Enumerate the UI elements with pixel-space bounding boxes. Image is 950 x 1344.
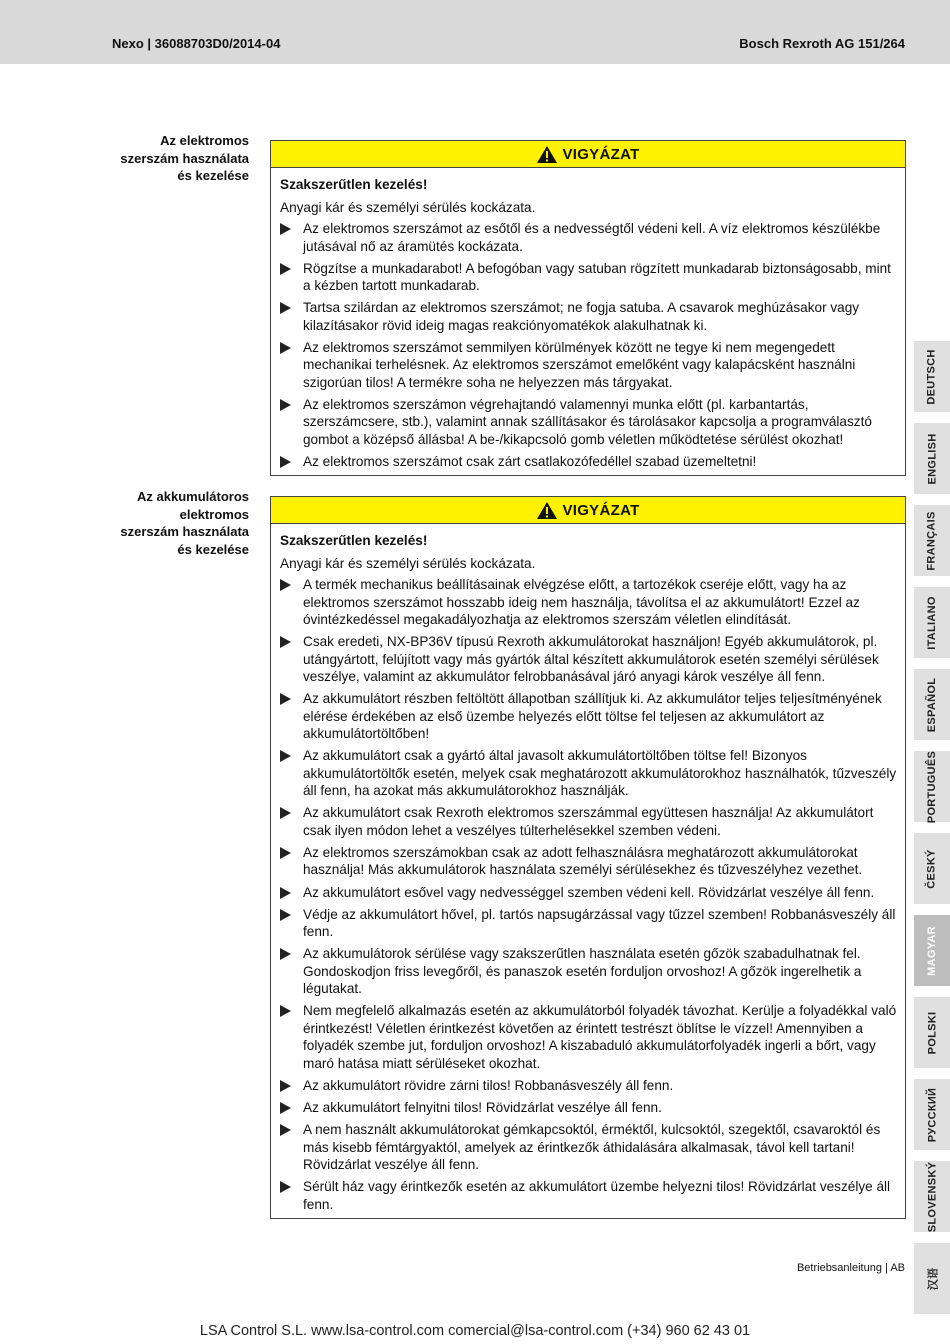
caution-list bbox=[280, 220, 899, 470]
tab-label: PORTUGUÊS bbox=[926, 750, 938, 823]
list-item: Tartsa szilárdan az elektromos szerszámot; ne fogja satuba. A csavarok meghúzásakor vagy kilazításakor rövid ideig magas reakciónyomatékok alakulhatnak ki. bbox=[280, 299, 899, 334]
tab-label: SLOVENSKÝ bbox=[926, 1161, 938, 1232]
bullet-arrow-icon bbox=[280, 1181, 291, 1193]
tab-english[interactable] bbox=[914, 422, 950, 494]
caution-header bbox=[271, 497, 905, 524]
document-reference: Betriebsanleitung | AB bbox=[796, 1262, 905, 1274]
caution-title: Szakszerűtlen kezelés! bbox=[280, 177, 428, 192]
tab-label: ITALIANO bbox=[926, 595, 938, 650]
bullet-arrow-icon bbox=[280, 1102, 291, 1114]
tab-cesky[interactable] bbox=[914, 832, 950, 904]
tab-slovensky[interactable] bbox=[914, 1160, 950, 1232]
list-item: Az akkumulátort csak Rexroth elektromos szerszámmal együttesen használja! Az akkumulátort csak ilyen módon lehet a veszélyes túlterhelésekkel szemben védeni. bbox=[280, 804, 899, 839]
bullet-arrow-icon bbox=[280, 223, 291, 235]
publisher-page-number: Bosch Rexroth AG 151/264 bbox=[739, 36, 905, 51]
bullet-arrow-icon bbox=[280, 909, 291, 921]
list-item: Sérült ház vagy érintkezők esetén az akkumulátort üzembe helyezni tilos! Rövidzárlat veszélye áll fenn. bbox=[280, 1178, 899, 1213]
caution-list bbox=[280, 576, 899, 1213]
tab-chinese[interactable] bbox=[914, 1242, 950, 1314]
contact-footer: LSA Control S.L. www.lsa-control.com comercial@lsa-control.com (+34) 960 62 43 01 bbox=[199, 1323, 751, 1339]
tab-label: РУССКИЙ bbox=[926, 1087, 938, 1142]
list-item: A termék mechanikus beállításainak elvégzése előtt, a tartozékok cseréje előtt, vagy ha az elektromos szerszámot hosszabb ideig nem használja, távolítsa el az akkumulátort! Ezzel az óvintézkedéssel megakadályozhatja az elektromos szerszám véletlen elindítását. bbox=[280, 576, 899, 629]
section-label-power-tool: Az elektromos szerszám használata és kezelése bbox=[120, 133, 249, 183]
list-item: Nem megfelelő alkalmazás esetén az akkumulátorból folyadék távozhat. Kerülje a folyadékkal való érintkezést! Véletlen érintkezést követően az érintett testrészt öblítse le vízzel! Amennyiben a folyadék szembe jut, forduljon orvoshoz! A kiszabaduló akkumulátorfolyadék ingerli a bőrt, vagy maró hatása miatt sérüléseket okozhat. bbox=[280, 1002, 899, 1072]
tab-label: ENGLISH bbox=[926, 433, 938, 484]
list-item: Csak eredeti, NX-BP36V típusú Rexroth akkumulátorokat használjon! Egyéb akkumulátorok, pl. utángyártott, felújított vagy más gyártók által készített akkumulátorok esetén személyi sérülések veszélye, valamint az akkumulátor felrobbanásával járó anyagi károk veszélye áll fenn. bbox=[280, 633, 899, 686]
list-item: Az elektromos szerszámot az esőtől és a nedvességtől védeni kell. A víz elektromos készülékbe jutásával nő az áramütés kockázata. bbox=[280, 220, 899, 255]
tab-label: FRANÇAIS bbox=[926, 510, 939, 571]
caution-box-power-tool bbox=[270, 140, 906, 476]
section-label-battery-tool: Az akkumulátoros elektromos szerszám használata és kezelése bbox=[120, 489, 249, 557]
caution-subtitle: Anyagi kár és személyi sérülés kockázata. bbox=[280, 555, 536, 571]
bullet-arrow-icon bbox=[280, 1005, 291, 1017]
list-item: Rögzítse a munkadarabot! A befogóban vagy satuban rögzített munkadarab biztonságosabb, mint a kézben tartott munkadarab. bbox=[280, 260, 899, 295]
list-item: Az akkumulátorok sérülése vagy szakszerűtlen használata esetén gőzök szabadulhatnak fel. Gondoskodjon friss levegőről, és panaszok esetén forduljon orvoshoz! A gőzök ingerelhetik a légutakat. bbox=[280, 945, 899, 998]
list-item: Az akkumulátort esővel vagy nedvességgel szemben védeni kell. Rövidzárlat veszélye áll fenn. bbox=[280, 884, 899, 902]
list-item: Az akkumulátort csak a gyártó által javasolt akkumulátortöltőben töltse fel! Bizonyos akkumulátortöltők esetén, melyek csak meghatározott akkumulátorokhoz használhatók, tűzveszély áll fenn, ha azokat más akkumulátorokhoz használják. bbox=[280, 747, 899, 800]
list-item: A nem használt akkumulátorokat gémkapcsoktól, érméktől, kulcsoktól, szegektől, csavaroktól és más kisebb fémtárgyaktól, amelyek az érintkezők áthidalására alkalmasak, távol kell tartani! Rövidzárlat veszélye áll fenn. bbox=[280, 1121, 899, 1174]
caution-title: Szakszerűtlen kezelés! bbox=[280, 533, 428, 548]
tab-magyar[interactable] bbox=[914, 914, 950, 986]
bullet-arrow-icon bbox=[280, 1080, 291, 1092]
caution-subtitle: Anyagi kár és személyi sérülés kockázata. bbox=[280, 199, 536, 215]
tab-italiano[interactable] bbox=[914, 586, 950, 658]
bullet-arrow-icon bbox=[280, 263, 291, 275]
bullet-arrow-icon bbox=[280, 302, 291, 314]
tab-label: 汉语 bbox=[926, 1267, 939, 1290]
bullet-arrow-icon bbox=[280, 399, 291, 411]
bullet-arrow-icon bbox=[280, 887, 291, 899]
bullet-arrow-icon bbox=[280, 847, 291, 859]
bullet-arrow-icon bbox=[280, 750, 291, 762]
bullet-arrow-icon bbox=[280, 807, 291, 819]
tab-francais[interactable] bbox=[914, 504, 950, 576]
bullet-arrow-icon bbox=[280, 1124, 291, 1136]
warning-triangle-icon bbox=[536, 501, 558, 520]
warning-triangle-icon bbox=[536, 145, 558, 164]
list-item: Az elektromos szerszámot semmilyen körülmények között ne tegye ki nem megengedett mechanikai terhelésnek. Az elektromos szerszámot emelőként vagy kalapácsként használni szigorúan tilos! A termékre soha ne helyezzen más tárgyakat. bbox=[280, 339, 899, 392]
list-item: Az elektromos szerszámot csak zárt csatlakozófedéllel szabad üzemeltetni! bbox=[280, 453, 899, 471]
list-item: Védje az akkumulátort hővel, pl. tartós napsugárzással vagy tűzzel szemben! Robbanásveszély áll fenn. bbox=[280, 906, 899, 941]
list-item: Az akkumulátort felnyitni tilos! Rövidzárlat veszélye áll fenn. bbox=[280, 1099, 899, 1117]
tab-label: DEUTSCH bbox=[926, 348, 938, 405]
bullet-arrow-icon bbox=[280, 342, 291, 354]
bullet-arrow-icon bbox=[280, 456, 291, 468]
bullet-arrow-icon bbox=[280, 636, 291, 648]
tab-russkiy[interactable] bbox=[914, 1078, 950, 1150]
tab-deutsch[interactable] bbox=[914, 340, 950, 412]
list-item: Az akkumulátort rövidre zárni tilos! Robbanásveszély áll fenn. bbox=[280, 1077, 899, 1095]
bullet-arrow-icon bbox=[280, 948, 291, 960]
tab-label: MAGYAR bbox=[926, 925, 938, 976]
caution-word: VIGYÁZAT bbox=[562, 501, 640, 519]
bullet-arrow-icon bbox=[280, 579, 291, 591]
list-item: Az elektromos szerszámon végrehajtandó valamennyi munka előtt (pl. karbantartás, szerszámcsere, stb.), valamint annak szállításakor és tárolásakor kapcsolja a programválasztó gombot a középső állásba! A be-/kikapcsoló gomb véletlen működtetése sérülést okozhat! bbox=[280, 396, 899, 449]
caution-header bbox=[271, 141, 905, 168]
document-id: Nexo | 36088703D0/2014-04 bbox=[112, 36, 281, 51]
tab-polski[interactable] bbox=[914, 996, 950, 1068]
list-item: Az akkumulátort részben feltöltött állapotban szállítjuk ki. Az akkumulátor teljes teljesítményének elérése érdekében az első üzembe helyezés előtt töltse fel teljesen az akkumulátort az akkumulátortöltőben! bbox=[280, 690, 899, 743]
page-header bbox=[0, 0, 950, 64]
tab-label: ČESKÝ bbox=[926, 848, 938, 889]
tab-espanol[interactable] bbox=[914, 668, 950, 740]
tab-label: ESPAÑOL bbox=[926, 677, 938, 732]
tab-label: POLSKI bbox=[926, 1011, 938, 1054]
tab-portugues[interactable] bbox=[914, 750, 950, 822]
bullet-arrow-icon bbox=[280, 693, 291, 705]
list-item: Az elektromos szerszámokban csak az adott felhasználásra meghatározott akkumulátorokat használja! Más akkumulátorok használata személyi sérülésekhez és tűzveszélyhez vezethet. bbox=[280, 844, 899, 879]
caution-box-battery-tool bbox=[270, 496, 906, 1219]
caution-word: VIGYÁZAT bbox=[562, 145, 640, 163]
